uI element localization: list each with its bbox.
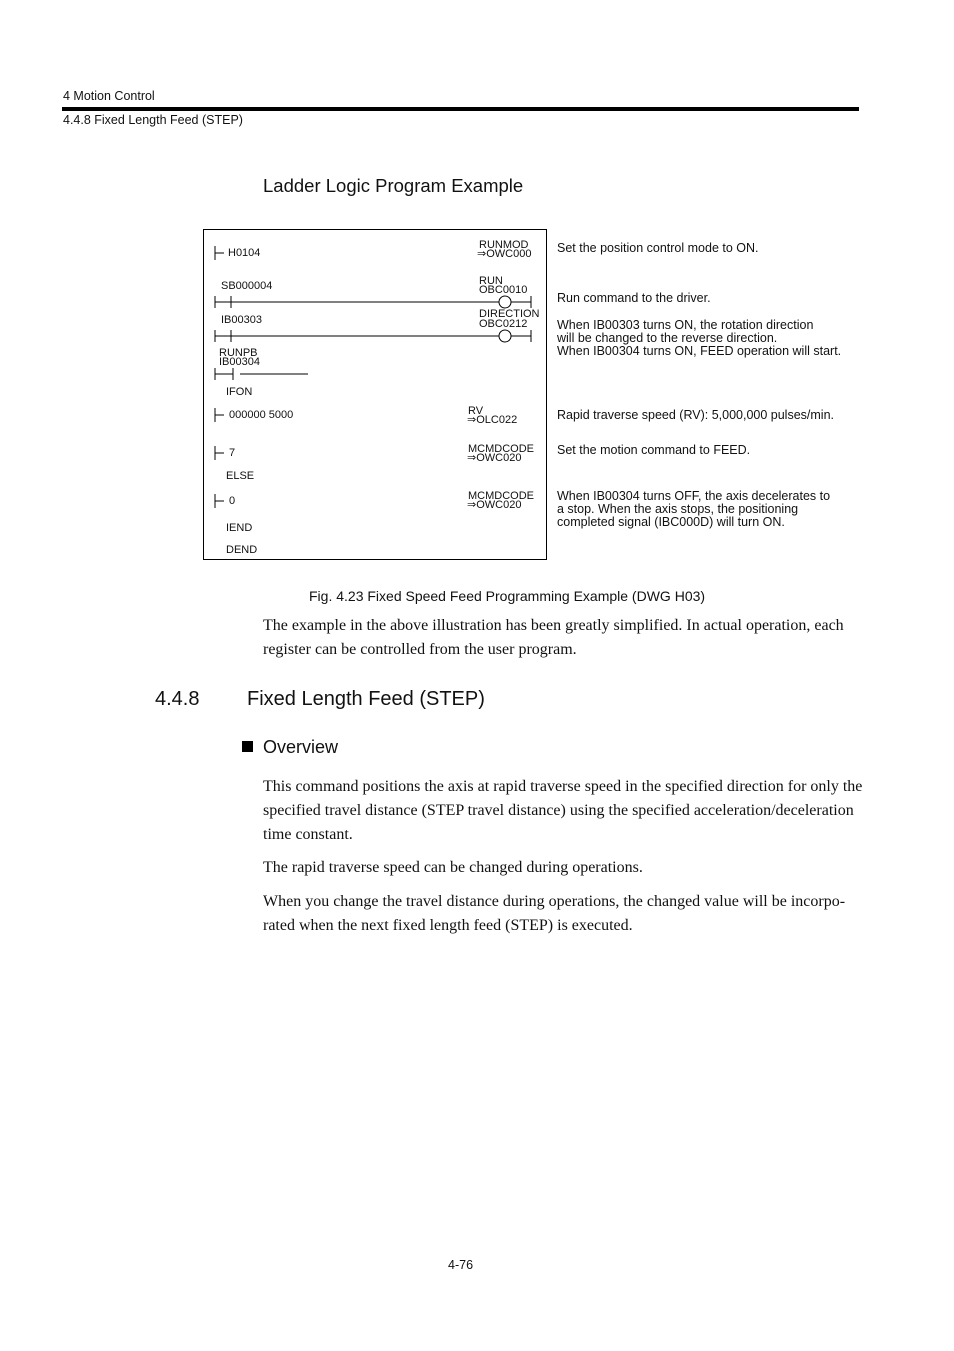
dend-label: DEND bbox=[226, 544, 258, 556]
overview-p1-line3: time constant. bbox=[263, 826, 353, 843]
note-3b: will be changed to the reverse direction. bbox=[557, 331, 778, 345]
note-2: Run command to the driver. bbox=[557, 291, 711, 305]
overview-p2: The rapid traverse speed can be changed during operations. bbox=[263, 859, 643, 876]
para1-line2: register can be controlled from the user program. bbox=[263, 641, 577, 658]
ifon-label: IFON bbox=[226, 386, 253, 398]
section-number: 4.4.8 bbox=[155, 688, 200, 710]
row1-input: H0104 bbox=[228, 247, 261, 259]
page-number: 4-76 bbox=[448, 1258, 474, 1272]
row3-coil-label: DIRECTION bbox=[479, 308, 540, 320]
else-label: ELSE bbox=[226, 470, 255, 482]
header-section: 4.4.8 Fixed Length Feed (STEP) bbox=[63, 113, 243, 127]
para1-line1: The example in the above illustration has been greatly simplified. In actual operation, each bbox=[263, 617, 844, 634]
overview-p3-line2: rated when the next fixed length feed (STEP) is executed. bbox=[263, 917, 633, 934]
note-3a: When IB00303 turns ON, the rotation direction bbox=[557, 318, 814, 332]
row5-out-reg: ⇒OLC022 bbox=[467, 414, 518, 426]
row1-out-reg: ⇒OWC000 bbox=[477, 248, 532, 260]
row2-coil-label: RUN bbox=[479, 275, 503, 287]
overview-heading: Overview bbox=[263, 737, 339, 757]
note-3c: When IB00304 turns ON, FEED operation will start. bbox=[557, 344, 842, 358]
header-chapter: 4 Motion Control bbox=[63, 89, 155, 103]
row6-out-reg: ⇒OWC020 bbox=[467, 452, 522, 464]
note-6c: completed signal (IBC000D) will turn ON. bbox=[557, 515, 785, 529]
row2-coil-reg: OBC0010 bbox=[479, 284, 528, 296]
overview-p1-line2: specified travel distance (STEP travel distance) using the specified acceleration/deceleration bbox=[263, 802, 854, 819]
row6-input: 7 bbox=[229, 447, 236, 459]
section-title: Fixed Length Feed (STEP) bbox=[247, 688, 485, 710]
row1-out-label: RUNMOD bbox=[479, 239, 529, 251]
note-4: Rapid traverse speed (RV): 5,000,000 pulses/min. bbox=[557, 408, 835, 422]
overview-p1-line1: This command positions the axis at rapid traverse speed in the specified direction for only the bbox=[263, 778, 863, 795]
note-5: Set the motion command to FEED. bbox=[557, 443, 751, 457]
note-1: Set the position control mode to ON. bbox=[557, 241, 759, 255]
row2-contact: SB000004 bbox=[221, 280, 273, 292]
overview-p3-line1: When you change the travel distance during operations, the changed value will be incorpo- bbox=[263, 893, 846, 910]
row5-input: 000000 5000 bbox=[229, 409, 294, 421]
row5-out-label: RV bbox=[468, 405, 484, 417]
bullet-square-icon bbox=[242, 741, 253, 752]
row6-out-label: MCMDCODE bbox=[468, 443, 534, 455]
row7-out-label: MCMDCODE bbox=[468, 490, 534, 502]
row3-contact: IB00303 bbox=[221, 314, 262, 326]
example-title: Ladder Logic Program Example bbox=[263, 175, 524, 196]
row7-out-reg: ⇒OWC020 bbox=[467, 499, 522, 511]
iend-label: IEND bbox=[226, 522, 253, 534]
note-6a: When IB00304 turns OFF, the axis decelerates to bbox=[557, 489, 831, 503]
row3-coil-reg: OBC0212 bbox=[479, 318, 528, 330]
row7-input: 0 bbox=[229, 495, 236, 507]
figure-caption: Fig. 4.23 Fixed Speed Feed Programming Example (DWG H03) bbox=[309, 588, 706, 604]
row4-contact-reg: IB00304 bbox=[219, 356, 260, 368]
note-6b: a stop. When the axis stops, the positioning bbox=[557, 502, 799, 516]
row4-contact-label: RUNPB bbox=[219, 347, 258, 359]
